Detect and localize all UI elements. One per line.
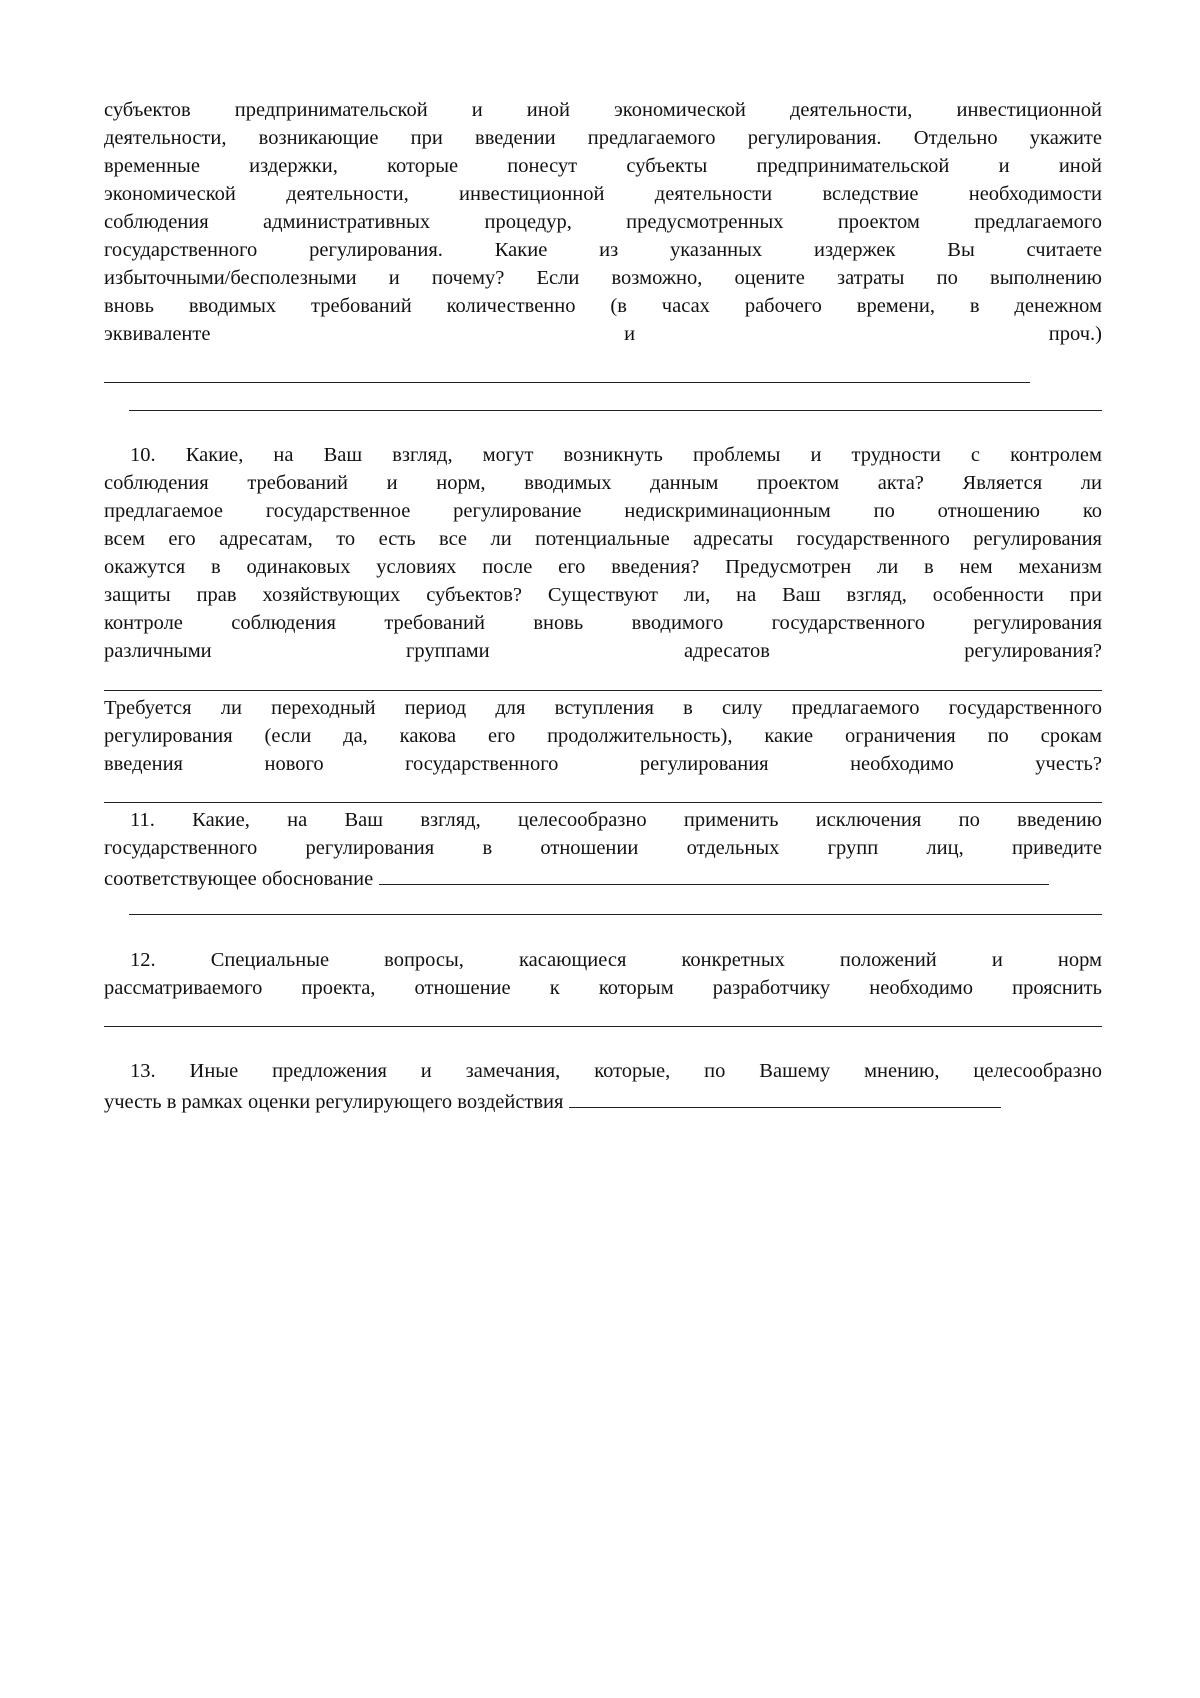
text-line: 10. Какие, на Ваш взгляд, могут возникнуть проблемы и трудности с контролем — [130, 444, 1102, 466]
text-line: контроле соблюдения требований вновь вводимого государственного регулирования — [104, 612, 1102, 634]
text-line: 11. Какие, на Ваш взгляд, целесообразно применить исключения по введению — [130, 809, 1102, 831]
q12-text — [104, 946, 1102, 1002]
text-line-content: соответствующее обоснование — [104, 868, 374, 890]
text-line: 12. Специальные вопросы, касающиеся конкретных положений и норм — [130, 949, 1102, 971]
text-line: соблюдения административных процедур, предусмотренных проектом предлагаемого — [104, 211, 1102, 233]
text-line: соблюдения требований и норм, вводимых данным проектом акта? Является ли — [104, 472, 1102, 494]
text-line: всем его адресатам, то есть все ли потенциальные адресаты государственного регулирования — [104, 528, 1102, 550]
q13-text — [104, 1057, 1102, 1113]
text-line: Требуется ли переходный период для вступления в силу предлагаемого государственного — [104, 697, 1102, 719]
text-line: эквиваленте и проч.) — [104, 323, 1102, 345]
text-line: деятельности, возникающие при введении предлагаемого регулирования. Отдельно укажите — [104, 127, 1102, 149]
text-line: субъектов предпринимательской и иной экономической деятельности, инвестиционной — [104, 99, 1102, 121]
text-line: различными группами адресатов регулирования? — [104, 640, 1102, 662]
answer-line-q9[interactable] — [104, 382, 1030, 383]
text-line-content: учесть в рамках оценки регулирующего воздействия — [104, 1091, 564, 1113]
text-line: окажутся в одинаковых условиях после его введения? Предусмотрен ли в нем механизм — [104, 556, 1102, 578]
answer-line-q9-2[interactable] — [129, 410, 1102, 411]
answer-line-q12[interactable] — [104, 1026, 1102, 1027]
answer-fill-q11[interactable] — [379, 862, 1049, 885]
text-line — [104, 1085, 1102, 1113]
text-line: государственного регулирования. Какие из указанных издержек Вы считаете — [104, 239, 1102, 261]
text-line: государственного регулирования в отношении отдельных групп лиц, приведите — [104, 837, 1102, 859]
text-line: экономической деятельности, инвестиционной деятельности вследствие необходимости — [104, 183, 1102, 205]
answer-line-q11-2[interactable] — [129, 914, 1102, 915]
text-line: регулирования (если да, какова его продолжительность), какие ограничения по срокам — [104, 725, 1102, 747]
answer-line-transition[interactable] — [104, 802, 1102, 803]
text-line: введения нового государственного регулирования необходимо учесть? — [104, 753, 1102, 775]
text-line — [104, 862, 1102, 890]
text-line: временные издержки, которые понесут субъекты предпринимательской и иной — [104, 155, 1102, 177]
text-line: рассматриваемого проекта, отношение к которым разработчику необходимо прояснить — [104, 977, 1102, 999]
q10-text — [104, 441, 1102, 665]
answer-line-q10[interactable] — [104, 690, 1102, 691]
transition-text — [104, 694, 1102, 778]
text-line: вновь вводимых требований количественно (в часах рабочего времени, в денежном — [104, 295, 1102, 317]
answer-fill-q13[interactable] — [569, 1085, 1001, 1108]
text-line: защиты прав хозяйствующих субъектов? Существуют ли, на Ваш взгляд, особенности при — [104, 584, 1102, 606]
text-line: избыточными/бесполезными и почему? Если возможно, оцените затраты по выполнению — [104, 267, 1102, 289]
text-line: предлагаемое государственное регулирование недискриминационным по отношению ко — [104, 500, 1102, 522]
text-line: 13. Иные предложения и замечания, которые, по Вашему мнению, целесообразно — [130, 1060, 1102, 1082]
q11-text — [104, 806, 1102, 890]
q9-text — [104, 96, 1102, 348]
